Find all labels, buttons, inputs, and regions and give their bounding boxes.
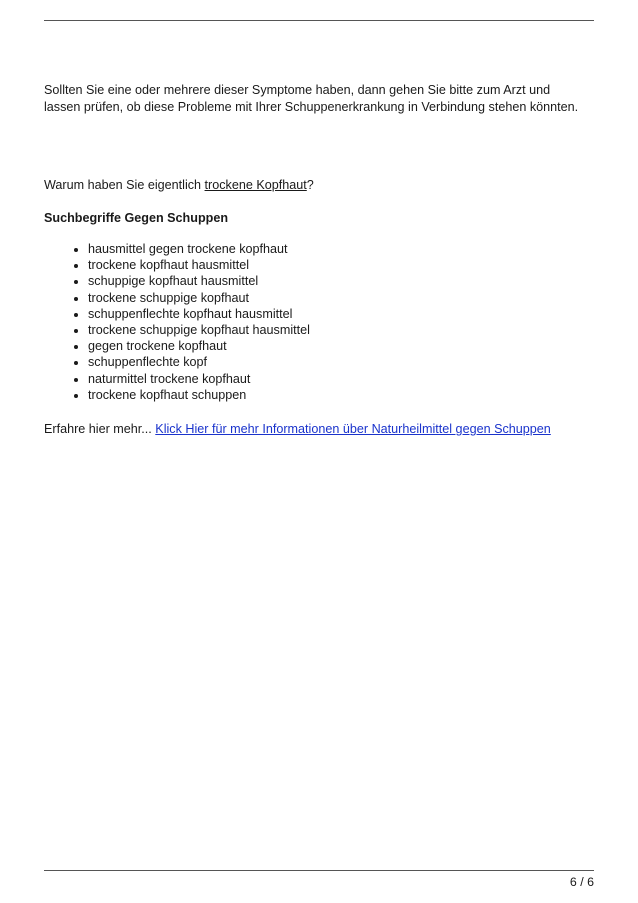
more-info-prefix: Erfahre hier mehr... [44,422,156,436]
more-info-line [44,421,604,438]
question-prefix: Warum haben Sie eigentlich [44,178,205,192]
trockene-kopfhaut-link[interactable]: trockene Kopfhaut [204,178,307,192]
page-number: 6 / 6 [569,875,594,889]
search-terms-list [44,241,310,403]
question-line [44,177,604,194]
list-item: • gegen trockene kopfhaut [88,338,310,354]
list-item: • trockene kopfhaut hausmittel [88,257,310,273]
list-item: • hausmittel gegen trockene kopfhaut [88,241,310,257]
footer-divider [44,870,594,871]
search-terms-heading: Suchbegriffe Gegen Schuppen [44,211,229,225]
header-divider [44,20,594,21]
list-item: • trockene schuppige kopfhaut [88,290,310,306]
list-item: • schuppenflechte kopfhaut hausmittel [88,306,310,322]
list-item: • trockene schuppige kopfhaut hausmittel [88,322,310,338]
list-item: • schuppenflechte kopf [88,354,310,370]
list-item: • schuppige kopfhaut hausmittel [88,273,310,289]
intro-line-2: lassen prüfen, ob diese Probleme mit Ihrer Schuppenerkrankung in Verbindung stehen könnten. [44,99,579,114]
question-suffix: ? [306,178,314,192]
intro-paragraph [44,82,604,115]
naturheilmittel-info-link[interactable]: Klick Hier für mehr Informationen über Naturheilmittel gegen Schuppen [155,422,551,436]
intro-line-1: Sollten Sie eine oder mehrere dieser Symptome haben, dann gehen Sie bitte zum Arzt und [44,83,551,97]
list-item: • naturmittel trockene kopfhaut [88,371,310,387]
list-item: • trockene kopfhaut schuppen [88,387,310,403]
